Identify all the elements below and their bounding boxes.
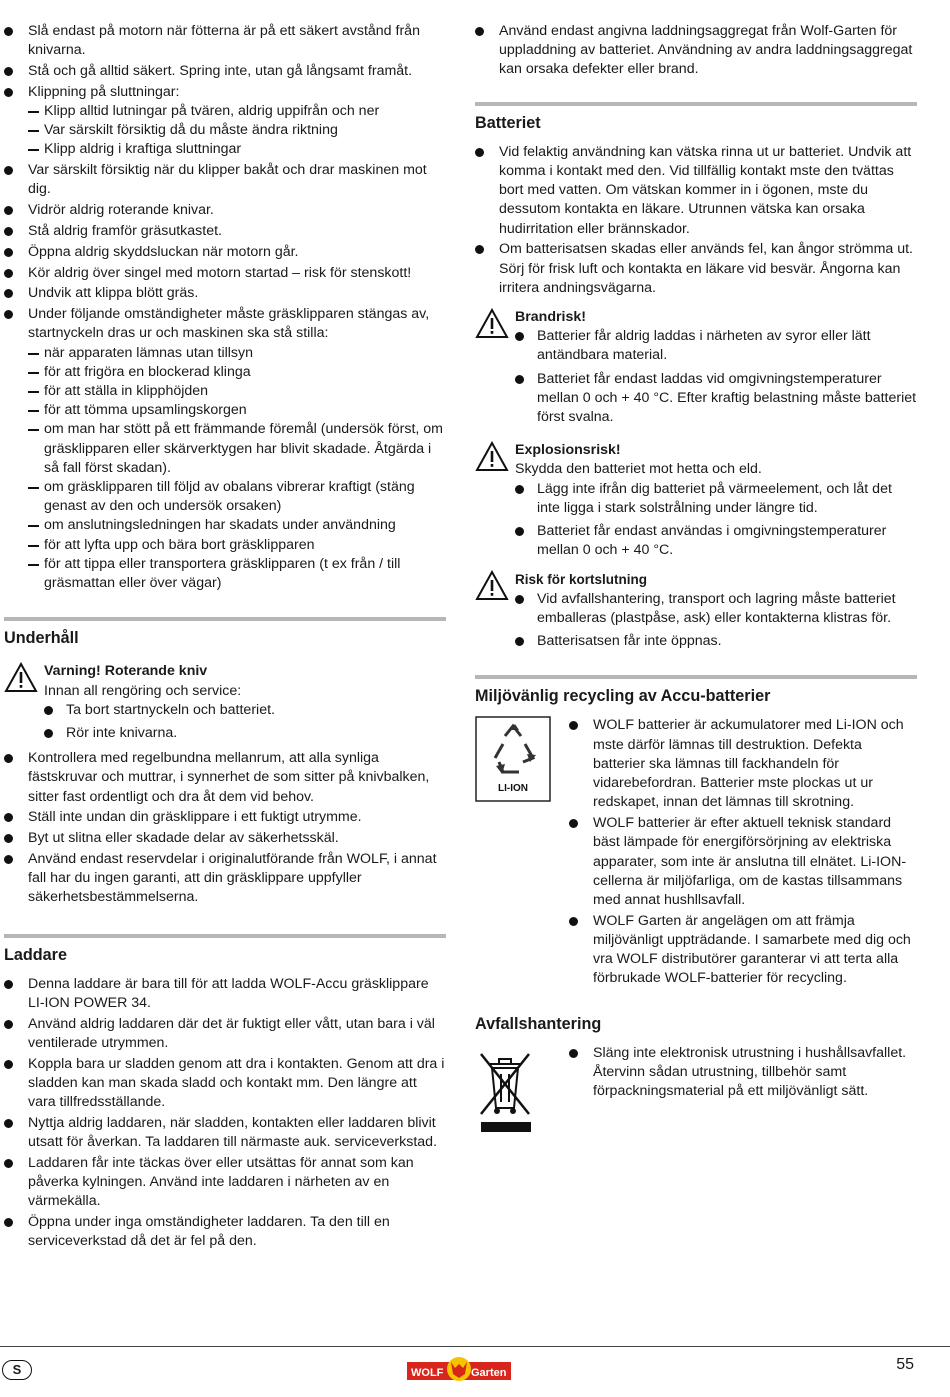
wolf-garten-logo — [407, 1356, 511, 1384]
battery-section — [475, 102, 917, 652]
short-circuit-warning — [475, 570, 917, 651]
list-item: Slå endast på motorn när fötterna är på ett säkert avstånd från knivarna. — [4, 22, 446, 60]
charger-list — [4, 975, 446, 1252]
list-item: Öppna aldrig skyddsluckan när motorn går. — [4, 243, 446, 262]
li-ion-label: LI-ION — [498, 783, 528, 795]
list-item: Nyttja aldrig laddaren, när sladden, kontakten eller laddaren blivit utsatt för åverkan. Ta laddaren till närmaste auk. serviceverkstad. — [4, 1114, 446, 1152]
list-item: Kontrollera med regelbundna mellanrum, att alla synliga fästskruvar och muttrar, i synnerhet de som sitter på knivbalken, sitter fast ordentligt och dra åt dem vid behov. — [4, 749, 446, 807]
page-number: 55 — [896, 1356, 914, 1373]
crossed-out-bin-icon — [475, 1044, 535, 1134]
list-item: Släng inte elektronisk utrustning i hushållsavfallet. Återvinn sådan utrustning, tillbehör samt förpackningsmaterial på ett miljövänligt sätt. — [569, 1044, 917, 1102]
warning-list — [515, 590, 917, 652]
explosion-risk-warning — [475, 441, 917, 560]
list-item: Laddaren får inte täckas över eller utsättas för annat som kan påverka kylningen. Använd inte laddaren i närheten av en värmekälla. — [4, 1154, 446, 1212]
list-item: Använd aldrig laddaren där det är fuktigt eller vått, utan bara i väl ventilerade utrymmen. — [4, 1015, 446, 1053]
section-title: Miljövänlig recycling av Accu-batterier — [475, 687, 771, 706]
sublist-item: om man har stött på ett främmande föremål (undersök först, om gräsklipparen eller skärverktygen har blivit skadade. Åtgärda i så fall först skadan). — [28, 420, 446, 478]
list-item: Byt ut slitna eller skadade delar av säkerhetsskäl. — [4, 829, 446, 848]
sublist-item: Var särskilt försiktig då du måste ändra riktning — [28, 121, 446, 140]
recycling-content — [475, 716, 917, 988]
slope-sublist — [28, 102, 446, 160]
section-title: Avfallshantering — [475, 1014, 602, 1033]
list-item: WOLF batterier är efter aktuell teknisk standard bäst lämpade för energiförsörjning av elektriska apparater, som inte är anslutna till elnätet. Li-ION-cellerna är miljöfarliga, om de kastas tillsammans med annat hushllsavfall. — [569, 814, 917, 910]
sublist-item: för att tippa eller transportera gräsklipparen (t ex från / till gräsmattan eller över vägar) — [28, 555, 446, 593]
rotating-knife-warning — [4, 662, 446, 743]
stop-conditions-sublist — [28, 344, 446, 594]
list-item: Vidrör aldrig roterande knivar. — [4, 201, 446, 220]
warning-list — [515, 327, 917, 427]
charger-note-list — [475, 22, 917, 80]
list-item: WOLF Garten är angelägen om att främja miljövänligt uppträdande. I samarbete med dig och vra WOLF distributörer garanterar vi att terta alla förbrukade WOLF-batterier för recycling. — [569, 912, 917, 989]
disposal-content — [475, 1044, 917, 1139]
list-item: Kör aldrig över singel med motorn startad – risk för stenskott! — [4, 264, 446, 283]
list-item — [4, 83, 446, 160]
recycling-section — [475, 675, 917, 988]
warning-text: Innan all rengöring och service: — [44, 682, 242, 699]
list-item: Öppna under inga omständigheter laddaren. Ta den till en serviceverkstad då det är fel på den. — [4, 1213, 446, 1251]
list-item: Batterisatsen får inte öppnas. — [515, 632, 917, 651]
list-item: Lägg inte ifrån dig batteriet på värmeelement, och låt det inte ligga i stark solstrålning under längre tid. — [515, 480, 917, 518]
list-item: Använd endast reservdelar i originalutförande från WOLF, i annat fall har du ingen garanti, att din gräsklippare uppfyller säkerhetsbestämmelserna. — [4, 850, 446, 908]
section-title: Batteriet — [475, 113, 541, 132]
disposal-section — [475, 1015, 917, 1139]
list-item: Rör inte knivarna. — [44, 724, 446, 743]
sublist-item: om gräsklipparen till följd av obalans vibrerar kraftigt (stäng genast av den och undersök orsaken) — [28, 478, 446, 516]
left-column — [4, 22, 446, 1253]
list-item: Var särskilt försiktig när du klipper bakåt och drar maskinen mot dig. — [4, 161, 446, 199]
list-item: Stå och gå alltid säkert. Spring inte, utan gå långsamt framåt. — [4, 62, 446, 81]
fire-risk-warning — [475, 308, 917, 427]
list-item: Ta bort startnyckeln och batteriet. — [44, 701, 446, 720]
footer-rule — [0, 1346, 950, 1347]
list-item: Vid avfallshantering, transport och lagring måste batteriet emballeras (plastpåse, ask) eller kontakterna klistras för. — [515, 590, 917, 628]
li-ion-recycling-icon — [475, 716, 551, 802]
warning-triangle-icon — [475, 308, 509, 339]
list-item — [4, 305, 446, 593]
list-item: Denna laddare är bara till för att ladda WOLF-Accu gräsklippare LI-ION POWER 34. — [4, 975, 446, 1013]
sublist-item: om anslutningsledningen har skadats under användning — [28, 516, 446, 535]
list-item: Stå aldrig framför gräsutkastet. — [4, 222, 446, 241]
sublist-item: för att frigöra en blockerad klinga — [28, 363, 446, 382]
list-item: Ställ inte undan din gräsklippare i ett fuktigt utrymme. — [4, 808, 446, 827]
list-item: Koppla bara ur sladden genom att dra i kontakten. Genom att dra i sladden kan man skada sladd och kontakt mm. Den längre att vara tillfredsställande. — [4, 1055, 446, 1113]
warning-list — [44, 701, 446, 743]
sublist-item: för att tömma upsamlingskorgen — [28, 401, 446, 420]
charger-section — [4, 934, 446, 1252]
list-item: Batteriet får endast laddas vid omgivningstemperaturer mellan 0 och + 40 °C. Efter kraftig belastning måste batteriet först svalna. — [515, 370, 917, 428]
warning-triangle-icon — [475, 570, 509, 601]
warning-title: Brandrisk! — [515, 309, 586, 326]
logo-garten-text: Garten — [471, 1367, 507, 1379]
section-title: Underhåll — [4, 629, 79, 648]
list-item-text: Klippning på sluttningar: — [28, 83, 180, 100]
section-title: Laddare — [4, 945, 67, 964]
warning-triangle-icon — [4, 662, 38, 693]
list-item: Om batterisatsen skadas eller används fel, kan ångor strömma ut. Sörj för frisk luft och kontakta en läkare vid besvär. Ångorna kan irritera andningsvägarna. — [475, 240, 917, 298]
right-column — [475, 22, 917, 1139]
warning-title: Risk för kortslutning — [515, 572, 648, 588]
safety-list — [4, 22, 446, 593]
maintenance-section — [4, 617, 446, 907]
sublist-item: Klipp alltid lutningar på tvären, aldrig uppifrån och ner — [28, 102, 446, 121]
list-item: Undvik att klippa blött gräs. — [4, 284, 446, 303]
logo-wolf-text: WOLF — [411, 1367, 444, 1379]
sublist-item: för att ställa in klipphöjden — [28, 382, 446, 401]
language-badge: S — [2, 1360, 32, 1380]
list-item: Batteriet får endast användas i omgivningstemperaturer mellan 0 och + 40 °C. — [515, 522, 917, 560]
maintenance-list — [4, 749, 446, 907]
list-item: Använd endast angivna laddningsaggregat från Wolf-Garten för uppladdning av batteriet. Användning av andra laddningsaggregat kan orsaka defekter eller brand. — [475, 22, 917, 80]
warning-list — [515, 480, 917, 561]
warning-triangle-icon — [475, 441, 509, 472]
warning-title: Explosionsrisk! — [515, 442, 621, 459]
warning-text: Skydda den batteriet mot hetta och eld. — [515, 461, 762, 478]
sublist-item: för att lyfta upp och bära bort gräsklipparen — [28, 536, 446, 555]
disposal-list — [475, 1044, 917, 1139]
sublist-item: Klipp aldrig i kraftiga sluttningar — [28, 140, 446, 159]
list-item: WOLF batterier är ackumulatorer med Li-ION och mste därför lämnas till destruktion. Defekta batterier ska lämnas till fackhandeln för vidarebefordran. Batterier mste plockas ut ur redskapet, innan det lämnas till skrotning. — [569, 716, 917, 812]
list-item-text: Under följande omständigheter måste gräsklipparen stängas av, startnyckeln dras ur och maskinen ska stå stilla: — [28, 306, 430, 342]
list-item: Vid felaktig användning kan vätska rinna ut ur batteriet. Undvik att komma i kontakt med den. Vid tillfällig kontakt mste den tvättas bort med vatten. Om vätskan kommer in i ögonen, mste du dessutom kontakta en läkare. Utrunnen vätska kan orsaka hudirritation eller brännskador. — [475, 143, 917, 239]
sublist-item: när apparaten lämnas utan tillsyn — [28, 344, 446, 363]
list-item: Batterier får aldrig laddas i närheten av syror eller lätt antändbara material. — [515, 327, 917, 365]
warning-title: Varning! Roterande kniv — [44, 663, 208, 680]
battery-list — [475, 143, 917, 298]
